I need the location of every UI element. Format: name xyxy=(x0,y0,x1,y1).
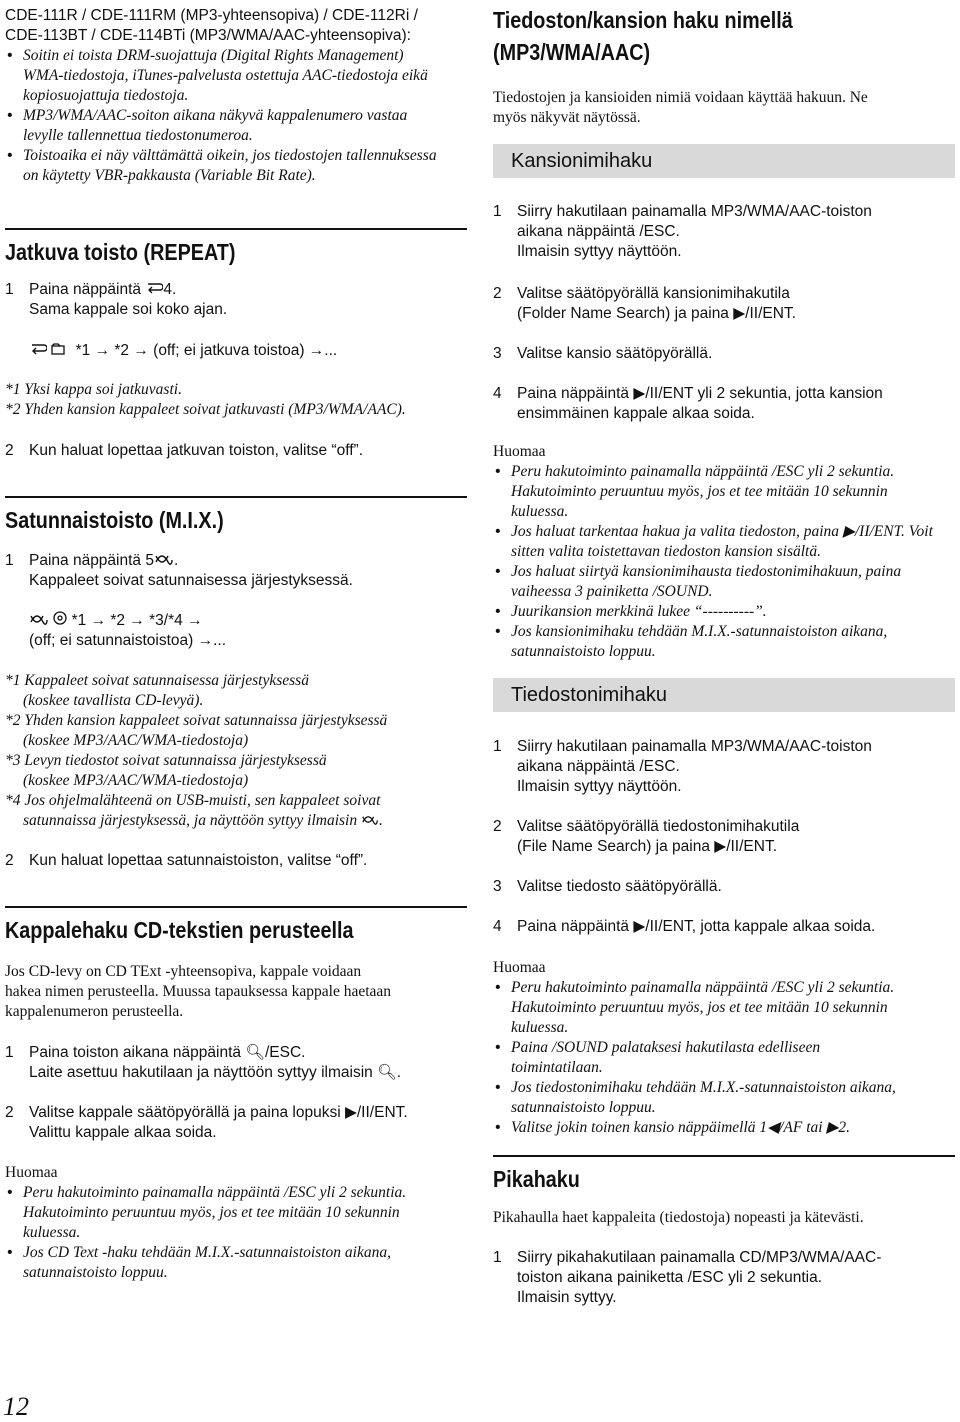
subsection-title: Tiedostonimihaku xyxy=(511,684,668,706)
intro-title-line-2: CDE-113BT / CDE-114BTi (MP3/WMA/AAC-yhteensopiva): xyxy=(5,27,411,44)
note-bullet xyxy=(493,1078,955,1118)
intro-title-line-1: CDE-111R / CDE-111RM (MP3-yhteensopiva) / CDE-112Ri / xyxy=(5,7,418,24)
quick-search-header xyxy=(493,1155,955,1193)
bullet-line: WMA-tiedostoja, iTunes-palvelusta ostettuja AAC-tiedostoja eikä xyxy=(23,67,428,84)
mix-sequence xyxy=(29,611,467,651)
quick-step-1 xyxy=(493,1248,955,1308)
footnote: (koskee MP3/AAC/WMA-tiedostoja) xyxy=(23,732,249,749)
file-search-heading xyxy=(493,678,955,712)
note-line: vaiheessa 3 painiketta /SOUND. xyxy=(511,583,713,600)
repeat-icon xyxy=(145,281,163,298)
note-bullet xyxy=(493,562,955,602)
step-text: Paina toiston aikana näppäintä xyxy=(29,1044,241,1061)
bullet-line: on käytetty VBR-pakkausta (Variable Bit Rate). xyxy=(23,167,316,184)
folder-notes xyxy=(493,442,955,662)
repeat-section-header xyxy=(5,228,467,266)
note-heading: Huomaa xyxy=(493,443,546,460)
step-line: (File Name Search) ja paina ▶/II/ENT. xyxy=(517,838,778,855)
step-number: 2 xyxy=(493,285,502,302)
repeat-sequence xyxy=(29,341,467,361)
folder-step xyxy=(493,344,955,384)
file-steps xyxy=(493,737,955,937)
mix-icon xyxy=(154,552,174,569)
sequence-text: *1 → *2 → (off; ei jatkuva toistoa) →... xyxy=(75,342,338,359)
paragraph-line: Jos CD-levy on CD TExt -yhteensopiva, kappale voidaan xyxy=(5,963,362,980)
step-line: aikana näppäintä /ESC. xyxy=(517,758,680,775)
note-line: kuluessa. xyxy=(511,1019,569,1036)
note-bullet xyxy=(5,1243,467,1283)
note-bullet xyxy=(493,522,955,562)
step-number: 3 xyxy=(493,345,502,362)
section-heading: Jatkuva toisto (REPEAT) xyxy=(5,239,236,265)
section-heading: Satunnaistoisto (M.I.X.) xyxy=(5,507,224,533)
search-section-header xyxy=(493,6,955,66)
step-text: Kun haluat lopettaa satunnaistoiston, valitse “off”. xyxy=(29,852,368,869)
section-heading: Kappalehaku CD-tekstien perusteella xyxy=(5,917,354,943)
step-number: 4 xyxy=(493,385,502,402)
mix-step-2 xyxy=(5,851,467,871)
step-result: Laite asettuu hakutilaan ja näyttöön syttyy ilmaisin xyxy=(29,1064,373,1081)
note-bullet xyxy=(493,1038,955,1078)
step-number: 1 xyxy=(5,1044,14,1061)
intro-bullet xyxy=(5,106,467,146)
step-text: Paina näppäintä xyxy=(29,281,146,298)
cdtext-step-1: 1 Paina toiston aikana näppäintä 🔍︎/ESC. Laite asettuu hakutilaan ja näyttöön syttyy ilmaisin 🔍︎. xyxy=(5,1044,402,1081)
search-intro xyxy=(493,88,955,128)
folder-icon xyxy=(51,342,71,359)
repeat-notes xyxy=(5,380,467,420)
footnote: *2 Yhden kansion kappaleet soivat jatkuvasti (MP3/WMA/AAC). xyxy=(5,401,406,418)
cdtext-step-2 xyxy=(5,1103,467,1143)
bullet-line: levylle tallennettua tiedostonumeroa. xyxy=(23,127,253,144)
step-line: Valitse kansio säätöpyörällä. xyxy=(517,345,713,362)
step-line: Paina näppäintä ▶/II/ENT yli 2 sekuntia, jotta kansion xyxy=(517,385,883,402)
subsection-title: Kansionimihaku xyxy=(511,150,653,172)
note-line: • Paina /SOUND palataksesi hakutilasta edelliseen xyxy=(511,1039,821,1056)
note-line: kuluessa. xyxy=(23,1224,81,1241)
folder-step xyxy=(493,384,955,424)
note-line: • Jos CD Text -haku tehdään M.I.X.-satunnaistoiston aikana, xyxy=(23,1244,391,1261)
bullet-line: • Toistoaika ei näy välttämättä oikein, jos tiedostojen tallennuksessa xyxy=(23,147,437,164)
bullet-line: • Soitin ei toista DRM-suojattuja (Digital Rights Management) xyxy=(23,47,404,64)
section-heading-line-1: Tiedoston/kansion haku nimellä xyxy=(493,7,793,33)
step-number: 1 xyxy=(493,1249,502,1266)
step-text: Paina näppäintä 5 xyxy=(29,552,154,569)
step-line: Valitse säätöpyörällä kansionimihakutila xyxy=(517,285,790,302)
step-line: Ilmaisin syttyy. xyxy=(517,1289,617,1306)
repeat-step-2 xyxy=(5,441,467,461)
mix-section-header xyxy=(5,496,467,534)
section-heading: Pikahaku xyxy=(493,1166,580,1192)
file-notes xyxy=(493,958,955,1138)
footnote: (koskee tavallista CD-levyä). xyxy=(23,692,204,709)
note-line: satunnaistoisto loppuu. xyxy=(511,643,656,660)
note-line: • Valitse jokin toinen kansio näppäimellä 1◀/AF tai ▶2. xyxy=(511,1119,850,1136)
page-number: 12 xyxy=(3,1392,29,1421)
step-line: ensimmäinen kappale alkaa soida. xyxy=(517,405,755,422)
file-step xyxy=(493,737,955,797)
bullet-line: • MP3/WMA/AAC-soiton aikana näkyvä kappalenumero vastaa xyxy=(23,107,408,124)
step-line: toiston aikana painiketta /ESC yli 2 sekuntia. xyxy=(517,1269,823,1286)
step-number: 2 xyxy=(493,818,502,835)
note-heading: Huomaa xyxy=(5,1164,58,1181)
step-line: Valitse säätöpyörällä tiedostonimihakutila xyxy=(517,818,800,835)
note-bullet xyxy=(493,1118,955,1138)
search-icon: 🔍︎ xyxy=(245,1044,265,1061)
disc-icon xyxy=(53,612,67,629)
note-line: • Jos haluat siirtyä kansionimihausta tiedostonimihakuun, paina xyxy=(511,563,902,580)
note-heading: Huomaa xyxy=(493,959,546,976)
footnote: *1 Yksi kappa soi jatkuvasti. xyxy=(5,381,182,398)
step-line: Siirry hakutilaan painamalla MP3/WMA/AAC-toiston xyxy=(517,738,872,755)
sequence-text: *1 → *2 → *3/*4 → xyxy=(71,612,203,629)
intro-bullet xyxy=(5,46,467,106)
step-line: Siirry hakutilaan painamalla MP3/WMA/AAC-toiston xyxy=(517,203,872,220)
paragraph-line: Tiedostojen ja kansioiden nimiä voidaan käyttää hakuun. Ne xyxy=(493,89,868,106)
step-number: 4 xyxy=(493,918,502,935)
file-step xyxy=(493,817,955,877)
step-text: Valitse kappale säätöpyörällä ja paina lopuksi xyxy=(29,1104,341,1121)
step-result: Valittu kappale alkaa soida. xyxy=(29,1124,217,1141)
step-number: 2 xyxy=(5,442,14,459)
folder-step xyxy=(493,284,955,344)
mix-notes: *1 Kappaleet soivat satunnaisessa järjestyksessä (koskee tavallista CD-levyä). *2 Yhden kansion kappaleet soivat satunnaissa järjestyksessä (koskee MP3/AAC/WMA-tiedostoja) *3 Levyn tiedostot soivat satunnaissa järjestyksessä (koskee MP3/AAC/WMA-tiedostoja) *4 Jos ohjelmalähteenä on USB-muisti, sen kappaleet soivat satunnaissa järjestyksessä, ja näyttöön syttyy ilmaisin . xyxy=(5,671,467,831)
paragraph-line: kappalenumeron perusteella. xyxy=(5,1003,184,1020)
note-line: • Peru hakutoiminto painamalla näppäintä /ESC yli 2 sekuntia. xyxy=(511,463,895,480)
key-label: 4. xyxy=(163,281,177,298)
step-result: Kappaleet soivat satunnaisessa järjestyksessä. xyxy=(29,572,353,589)
cdtext-intro xyxy=(5,962,467,1022)
note-line: Hakutoiminto peruuntuu myös, jos et tee mitään 10 sekunnin xyxy=(23,1204,400,1221)
note-line: kuluessa. xyxy=(511,503,569,520)
step-line: Paina näppäintä ▶/II/ENT, jotta kappale alkaa soida. xyxy=(517,918,876,935)
note-line: satunnaistoisto loppuu. xyxy=(511,1099,656,1116)
file-step xyxy=(493,877,955,917)
intro-bullet-list xyxy=(5,46,467,186)
footnote: satunnaissa järjestyksessä, ja näyttöön syttyy ilmaisin xyxy=(23,812,358,829)
intro-model-heading xyxy=(5,6,467,46)
step-text: Kun haluat lopettaa jatkuvan toiston, valitse “off”. xyxy=(29,442,364,459)
paragraph-line: hakea nimen perusteella. Muussa tapauksessa kappale haetaan xyxy=(5,983,392,1000)
sequence-text: (off; ei satunnaistoistoa) →... xyxy=(29,632,227,649)
note-line: Hakutoiminto peruuntuu myös, jos et tee mitään 10 sekunnin xyxy=(511,999,888,1016)
intro-bullet xyxy=(5,146,467,186)
mix-step-1: 1 Paina näppäintä 5 . Kappaleet soivat satunnaisessa järjestyksessä. xyxy=(5,551,467,591)
note-bullet xyxy=(493,622,955,662)
section-heading-line-2: (MP3/WMA/AAC) xyxy=(493,39,651,65)
note-line: • Jos tiedostonimihaku tehdään M.I.X.-satunnaistoiston aikana, xyxy=(511,1079,896,1096)
note-bullet xyxy=(493,602,955,622)
step-line: aikana näppäintä /ESC. xyxy=(517,223,680,240)
footnote: (koskee MP3/AAC/WMA-tiedostoja) xyxy=(23,772,249,789)
note-line: • Jos haluat tarkentaa hakua ja valita tiedoston, paina ▶/II/ENT. Voit xyxy=(511,523,933,540)
step-line: Siirry pikahakutilaan painamalla CD/MP3/WMA/AAC- xyxy=(517,1249,882,1266)
step-result: Sama kappale soi koko ajan. xyxy=(29,301,228,318)
step-number: 2 xyxy=(5,852,14,869)
step-number: 1 xyxy=(5,552,14,569)
footnote: *1 Kappaleet soivat satunnaisessa järjestyksessä xyxy=(5,672,309,689)
step-line: Ilmaisin syttyy näyttöön. xyxy=(517,243,682,260)
note-line: Hakutoiminto peruuntuu myös, jos et tee mitään 10 sekunnin xyxy=(511,483,888,500)
footnote: *4 Jos ohjelmalähteenä on USB-muisti, sen kappaleet soivat xyxy=(5,792,381,809)
file-step xyxy=(493,917,955,937)
folder-step xyxy=(493,202,955,266)
note-line: sitten valita toistettavan tiedoston kansion sisältä. xyxy=(511,543,821,560)
cdtext-notes xyxy=(5,1163,467,1283)
step-number: 2 xyxy=(5,1104,14,1121)
note-line: • Juurikansion merkkinä lukee “----------”. xyxy=(511,603,767,620)
cdtext-section-header xyxy=(5,906,467,944)
search-icon: 🔍︎ xyxy=(377,1064,397,1081)
step-line: Ilmaisin syttyy näyttöön. xyxy=(517,778,682,795)
step-number: 1 xyxy=(5,281,14,298)
step-number: 3 xyxy=(493,878,502,895)
key-label: /ENT. xyxy=(369,1104,408,1121)
mix-icon xyxy=(29,612,49,629)
note-line: toimintatilaan. xyxy=(511,1059,603,1076)
step-number: 1 xyxy=(493,203,502,220)
folder-search-heading xyxy=(493,144,955,178)
quick-intro: Pikahaulla haet kappaleita (tiedostoja) nopeasti ja kätevästi. xyxy=(493,1209,864,1226)
repeat-icon xyxy=(29,342,47,359)
key-label: /ESC. xyxy=(265,1044,306,1061)
note-line: • Peru hakutoiminto painamalla näppäintä /ESC yli 2 sekuntia. xyxy=(23,1184,407,1201)
note-line: satunnaistoisto loppuu. xyxy=(23,1264,168,1281)
mix-icon xyxy=(361,812,379,829)
folder-steps xyxy=(493,202,955,424)
footnote: *2 Yhden kansion kappaleet soivat satunnaissa järjestyksessä xyxy=(5,712,388,729)
paragraph-line: myös näkyvät näytössä. xyxy=(493,109,641,126)
step-number: 1 xyxy=(493,738,502,755)
note-bullet xyxy=(493,978,955,1038)
repeat-step-1 xyxy=(5,280,467,320)
play-pause-icon: ▶/II xyxy=(344,1104,370,1121)
bullet-line: kopiosuojattuja tiedostoja. xyxy=(23,87,189,104)
note-line: • Peru hakutoiminto painamalla näppäintä /ESC yli 2 sekuntia. xyxy=(511,979,895,996)
note-line: • Jos kansionimihaku tehdään M.I.X.-satunnaistoiston aikana, xyxy=(511,623,888,640)
step-line: (Folder Name Search) ja paina ▶/II/ENT. xyxy=(517,305,796,322)
note-bullet xyxy=(493,462,955,522)
note-bullet xyxy=(5,1183,467,1243)
footnote: *3 Levyn tiedostot soivat satunnaissa järjestyksessä xyxy=(5,752,327,769)
step-line: Valitse tiedosto säätöpyörällä. xyxy=(517,878,722,895)
